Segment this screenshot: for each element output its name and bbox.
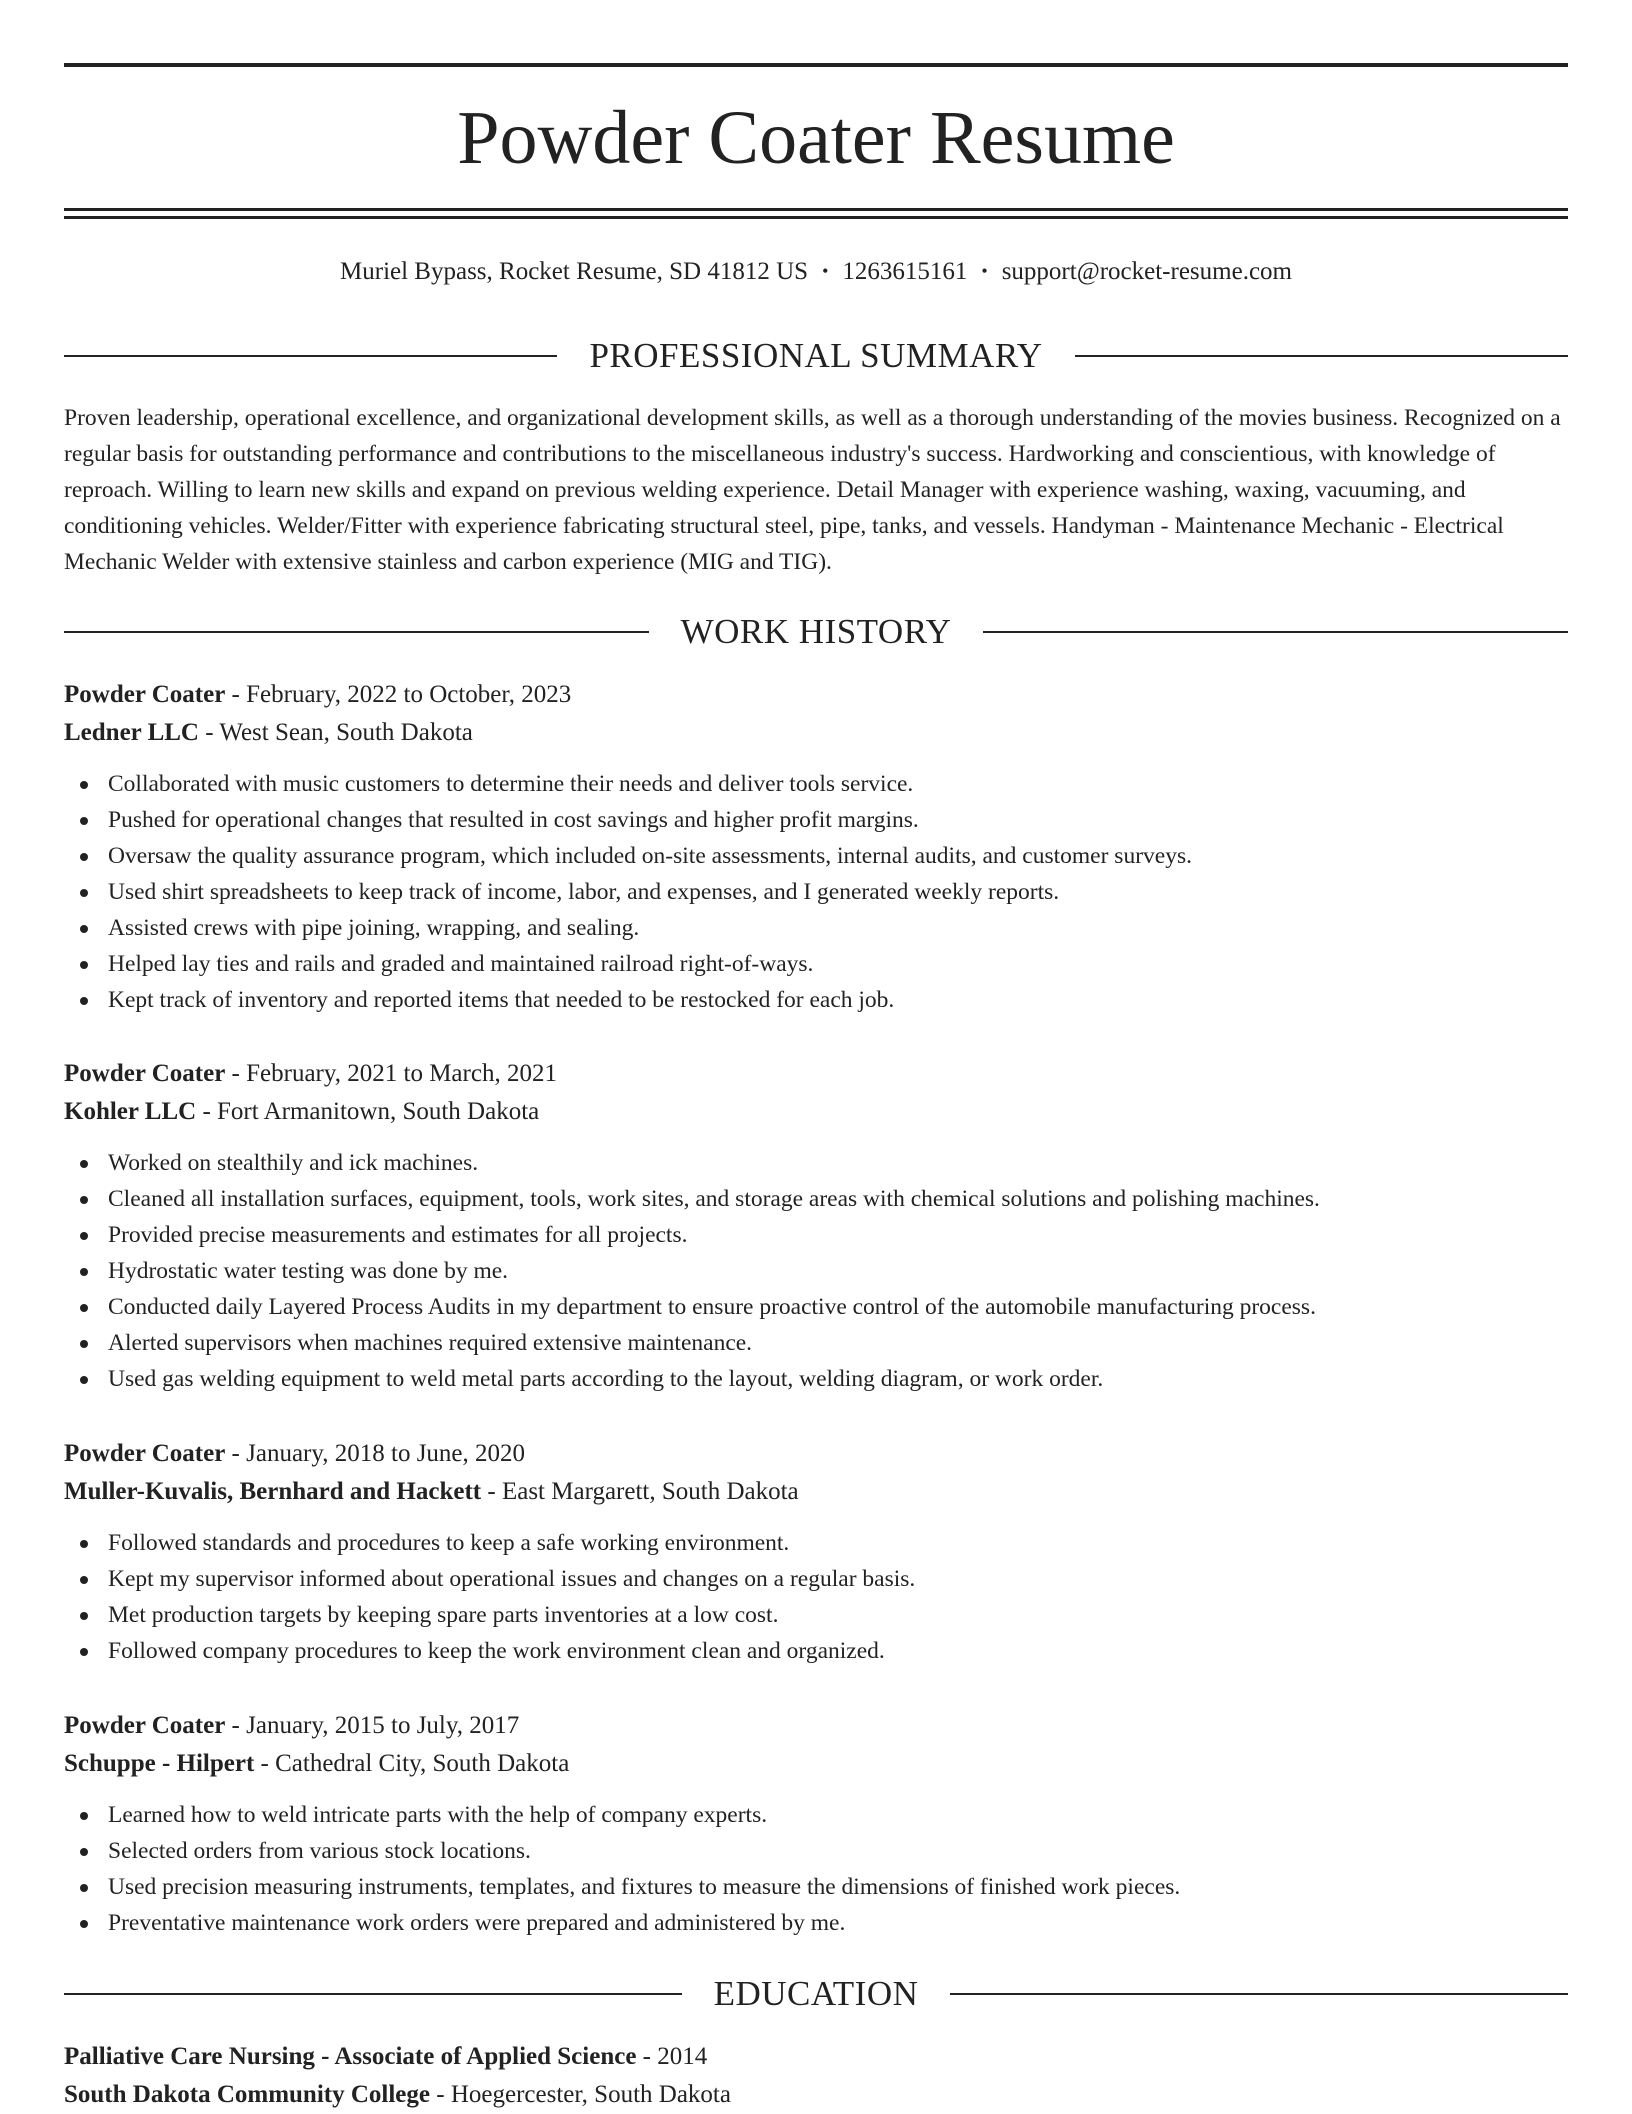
bullet-item: Used precision measuring instruments, templates, and fixtures to measure the dimensions of finished work pieces.	[64, 1869, 1568, 1905]
job-entry	[64, 1435, 1568, 1669]
job-company: Schuppe - Hilpert	[64, 1750, 255, 1777]
contact-line	[64, 254, 1568, 289]
job-company: Muller-Kuvalis, Bernhard and Hackett	[64, 1478, 482, 1505]
bullet-item: Cleaned all installation surfaces, equipment, tools, work sites, and storage areas with chemical solutions and polishing machines.	[64, 1181, 1568, 1217]
bullet-item: Used shirt spreadsheets to keep track of income, labor, and expenses, and I generated weekly reports.	[64, 874, 1568, 910]
education-school-line	[64, 2076, 1568, 2114]
top-rule	[64, 63, 1568, 67]
summary-text: Proven leadership, operational excellence, and organizational development skills, as well as a thorough understanding of the movies business. Recognized on a regular basis for outstanding performance and contributions to the miscellaneous industry's success. Hardworking and conscientious, with knowledge of reproach. Willing to learn new skills and expand on previous welding experience. Detail Manager with experience washing, waxing, vacuuming, and conditioning vehicles. Welder/Fitter with experience fabricating structural steel, pipe, tanks, and vessels. Handyman - Maintenance Mechanic - Electrical Mechanic Welder with extensive stainless and carbon experience (MIG and TIG).	[64, 405, 1561, 575]
contact-separator: •	[981, 261, 988, 281]
divider	[64, 355, 557, 357]
job-dates: - February, 2022 to October, 2023	[231, 681, 572, 708]
job-company-line	[64, 1745, 1568, 1783]
summary-heading	[64, 334, 1568, 378]
bullet-item: Hydrostatic water testing was done by me.	[64, 1253, 1568, 1289]
divider	[1075, 355, 1568, 357]
job-title-line	[64, 676, 1568, 714]
job-bullets	[64, 1797, 1568, 1941]
job-company-line	[64, 714, 1568, 752]
job-dates: - February, 2021 to March, 2021	[231, 1060, 557, 1087]
bullet-item: Alerted supervisors when machines required extensive maintenance.	[64, 1325, 1568, 1361]
contact-phone: 1263615161	[842, 258, 968, 285]
title-double-rule	[64, 208, 1568, 219]
job-company-line	[64, 1473, 1568, 1511]
job-title: Powder Coater	[64, 1712, 226, 1739]
bullet-item: Met production targets by keeping spare parts inventories at a low cost.	[64, 1597, 1568, 1633]
contact-address: Muriel Bypass, Rocket Resume, SD 41812 US	[340, 258, 809, 285]
job-bullets	[64, 1525, 1568, 1669]
job-entry	[64, 1707, 1568, 1941]
section-title: EDUCATION	[713, 1974, 919, 2013]
contact-email: support@rocket-resume.com	[1001, 258, 1292, 285]
job-company: Ledner LLC	[64, 719, 199, 746]
bullet-item: Provided precise measurements and estimates for all projects.	[64, 1217, 1568, 1253]
bullet-item: Preventative maintenance work orders were prepared and administered by me.	[64, 1905, 1568, 1941]
job-company: Kohler LLC	[64, 1098, 197, 1125]
job-company-line	[64, 1093, 1568, 1131]
bullet-item: Followed standards and procedures to keep a safe working environment.	[64, 1525, 1568, 1561]
divider	[64, 631, 649, 633]
bullet-item: Kept track of inventory and reported items that needed to be restocked for each job.	[64, 982, 1568, 1018]
bullet-item: Pushed for operational changes that resulted in cost savings and higher profit margins.	[64, 802, 1568, 838]
job-title-line	[64, 1707, 1568, 1745]
page-title: Powder Coater Resume	[457, 96, 1175, 180]
work-history-heading	[64, 610, 1568, 654]
bullet-item: Collaborated with music customers to determine their needs and deliver tools service.	[64, 766, 1568, 802]
education-entry	[64, 2038, 1568, 2114]
education-school: South Dakota Community College	[64, 2081, 430, 2108]
education-heading	[64, 1972, 1568, 2016]
bullet-item: Helped lay ties and rails and graded and maintained railroad right-of-ways.	[64, 946, 1568, 982]
education-degree-line	[64, 2038, 1568, 2076]
job-title: Powder Coater	[64, 681, 226, 708]
bullet-item: Selected orders from various stock locations.	[64, 1833, 1568, 1869]
divider	[983, 631, 1568, 633]
job-location: - Fort Armanitown, South Dakota	[202, 1098, 540, 1125]
job-entry	[64, 1055, 1568, 1397]
job-title: Powder Coater	[64, 1440, 226, 1467]
divider	[64, 1993, 682, 1995]
bullet-item: Conducted daily Layered Process Audits in my department to ensure proactive control of the automobile manufacturing process.	[64, 1289, 1568, 1325]
bullet-item: Oversaw the quality assurance program, which included on-site assessments, internal audits, and customer surveys.	[64, 838, 1568, 874]
divider	[950, 1993, 1568, 1995]
job-title-line	[64, 1055, 1568, 1093]
job-bullets	[64, 1145, 1568, 1397]
job-location: - West Sean, South Dakota	[205, 719, 473, 746]
education-year: - 2014	[642, 2043, 708, 2070]
job-entry	[64, 676, 1568, 1018]
job-dates: - January, 2018 to June, 2020	[231, 1440, 526, 1467]
education-location: - Hoegercester, South Dakota	[436, 2081, 731, 2108]
bullet-item: Kept my supervisor informed about operational issues and changes on a regular basis.	[64, 1561, 1568, 1597]
job-bullets	[64, 766, 1568, 1018]
bullet-item: Worked on stealthily and ick machines.	[64, 1145, 1568, 1181]
job-title: Powder Coater	[64, 1060, 226, 1087]
education-degree: Palliative Care Nursing - Associate of Applied Science	[64, 2043, 637, 2070]
job-dates: - January, 2015 to July, 2017	[231, 1712, 520, 1739]
job-location: - Cathedral City, South Dakota	[260, 1750, 570, 1777]
section-title: WORK HISTORY	[680, 612, 952, 651]
job-location: - East Margarett, South Dakota	[487, 1478, 799, 1505]
bullet-item: Learned how to weld intricate parts with the help of company experts.	[64, 1797, 1568, 1833]
bullet-item: Used gas welding equipment to weld metal parts according to the layout, welding diagram, or work order.	[64, 1361, 1568, 1397]
bullet-item: Followed company procedures to keep the work environment clean and organized.	[64, 1633, 1568, 1669]
job-title-line	[64, 1435, 1568, 1473]
bullet-item: Assisted crews with pipe joining, wrapping, and sealing.	[64, 910, 1568, 946]
section-title: PROFESSIONAL SUMMARY	[589, 336, 1043, 375]
contact-separator: •	[822, 261, 829, 281]
